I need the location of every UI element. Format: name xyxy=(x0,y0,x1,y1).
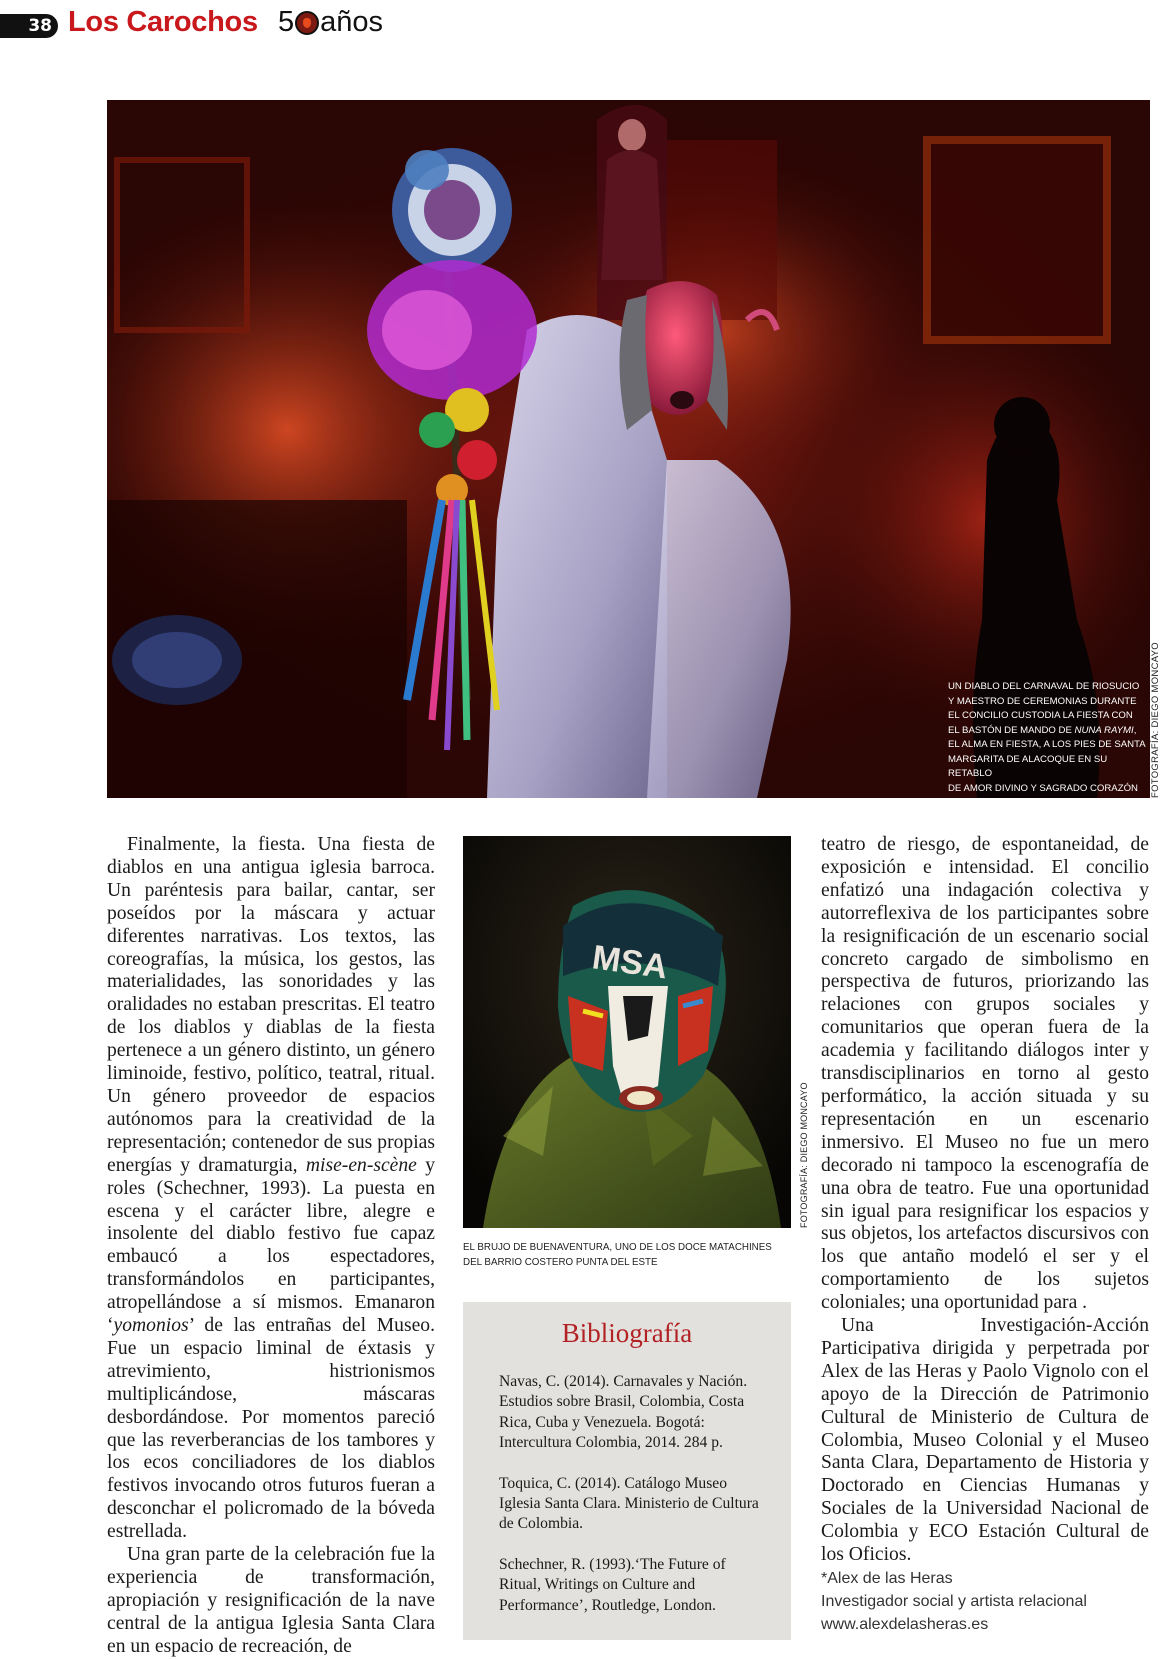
article-column-right xyxy=(821,834,1149,1567)
main-photo-caption: UN DIABLO DEL CARNAVAL DE RIOSUCIO Y MAESTRO DE CEREMONIAS DURANTE EL CONCILIO CUSTODIA LA FIESTA CON EL BASTÓN DE MANDO DE NUNA RAYMI, EL ALMA EN FIESTA, A LOS PIES DE SANTA MARGARITA DE ALACOQUE EN SU RETABLO DE AMOR DIVINO Y SAGRADO CORAZÓN xyxy=(948,681,1146,794)
publication-title: Los Carochos xyxy=(68,6,258,38)
devil-mask-icon xyxy=(295,11,319,35)
anniversary-logo xyxy=(278,6,383,39)
bibliography-list xyxy=(499,1372,759,1636)
anniversary-number: 5 xyxy=(278,6,295,38)
author-credit xyxy=(821,1567,1151,1636)
author-name: *Alex de las Heras xyxy=(821,1570,953,1587)
author-website[interactable]: www.alexdelasheras.es xyxy=(821,1616,989,1633)
article-column-left xyxy=(107,834,435,1659)
paragraph: teatro de riesgo, de espontaneidad, de exposición e intensidad. El concilio enfatizó una indagación colectiva y autorreflexiva de los participantes sobre la resignificación de un escenario social concreto cargado de simbolismo en perspectiva de futuros, priorizando las relaciones con grupos sociales y comunitarios que operan fuera de la academia y facilitando diálogos inter y transdisciplinarios en torno al gesto performático, la acción situada y su representación en un escenario inmersivo. El Museo no fue un mero decorado ni tampoco la escenografía de una obra de teatro. Fue una oportunidad sin igual para resignificar los espacios y sus objetos, los artefactos discursivos con los que antaño modeló el ser y el comportamiento de los sujetos coloniales; una oportunidad para . xyxy=(821,834,1149,1314)
mask-photo-credit: FOTOGRAFÍA: DIEGO MONCAYO xyxy=(799,1082,809,1228)
paragraph: Una gran parte de la celebración fue la experiencia de transformación, apropiación y resignificación de la nave central de la antigua Iglesia Santa Clara en un espacio de recreación, de xyxy=(107,1544,435,1657)
mask-photo-brujo xyxy=(463,836,791,1228)
bibliography-title: Bibliografía xyxy=(561,1318,693,1348)
page-number: 38 xyxy=(0,14,58,38)
mask-lettering: MSA xyxy=(589,938,671,987)
main-photo-credit: FOTOGRAFÍA: DIEGO MONCAYO xyxy=(1150,642,1161,798)
bibliography-entry: Toquica, C. (2014). Catálogo Museo Iglesia Santa Clara. Ministerio de Cultura de Colombia. xyxy=(499,1474,759,1533)
bibliography-box xyxy=(463,1302,791,1640)
mask-photo-caption: EL BRUJO DE BUENAVENTURA, UNO DE LOS DOCE MATACHINES DEL BARRIO COSTERO PUNTA DEL ESTE xyxy=(463,1242,772,1268)
paragraph: Finalmente, la fiesta. Una fiesta de diablos en una antigua iglesia barroca. Un paréntesis para bailar, cantar, ser poseídos por la máscara y actuar diferentes narrativas. Los textos, las coreografías, la música, los gestos, las materialidades, las sonoridades y las oralidades no estaban prescritas. El teatro de los diablos y diablas de la fiesta pertenece a un género distinto, un género liminoide, festivo, político, teatral, ritual. Un género proveedor de espacios autónomos para la creatividad de la representación; contenedor de sus propias energías y dramaturgia, mise-en-scène y roles (Schechner, 1993). La puesta en escena y el carácter libre, alegre e insolente del diablo festivo fue capaz embaucó a los espectadores, transformándolos en participantes, atropellándose a sí mismos. Emanaron ‘yomonios’ de las entrañas del Museo. Fue un espacio liminal de éxtasis y atrevimiento, histrionismos multiplicándose, máscaras desbordándose. Por momentos pareció que las reverberancias de los tambores y los ecos conciliadores de los diablos festivos invocando otros futuros fueran a desconchar el policromado de la bóveda estrellada. xyxy=(107,834,435,1543)
paragraph: Una Investigación-Acción Participativa dirigida y perpetrada por Alex de las Heras y Paolo Vignolo con el apoyo de la Dirección de Patrimonio Cultural de Ministerio de Cultura de Colombia, Museo Colonial y el Museo Santa Clara, Departamento de Historia y Doctorado en Ciencias Humanas y Sociales de la Universidad Nacional de Colombia y ECO Estación Cultural de los Oficios. xyxy=(821,1315,1149,1566)
bibliography-entry: Navas, C. (2014). Carnavales y Nación. Estudios sobre Brasil, Colombia, Costa Rica, Cuba y Venezuela. Bogotá: Intercultura Colombia, 2014. 284 p. xyxy=(499,1373,748,1452)
page-header xyxy=(0,0,1171,50)
anniversary-word: años xyxy=(320,6,384,38)
author-role: Investigador social y artista relacional xyxy=(821,1593,1087,1610)
bibliography-entry: Schechner, R. (1993).‘The Future of Ritual, Writings on Culture and Performance’, Routledge, London. xyxy=(499,1555,726,1614)
